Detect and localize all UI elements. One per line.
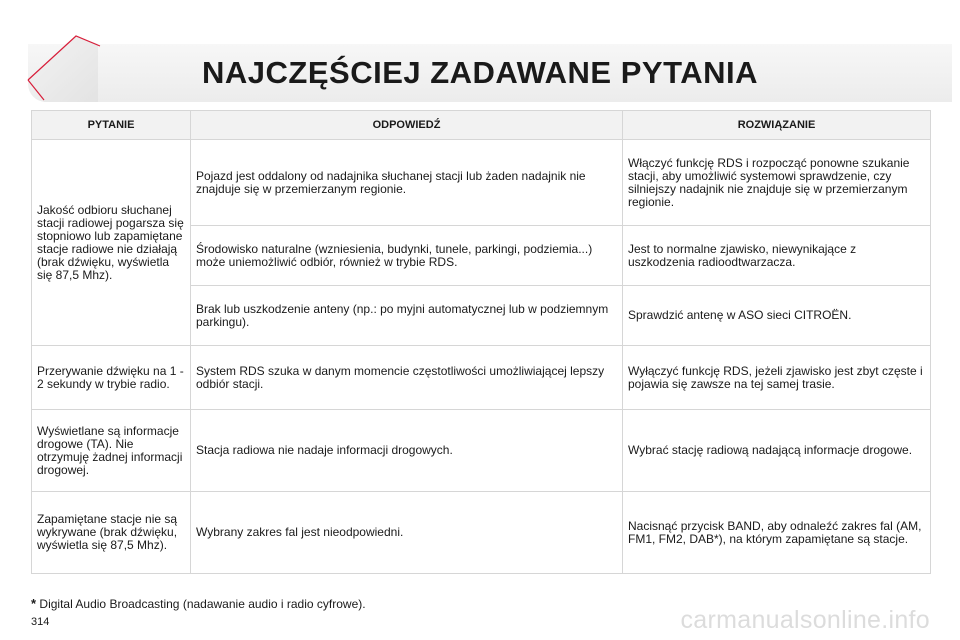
table-row — [32, 492, 931, 574]
page-number: 314 — [31, 616, 50, 628]
question-cell: Jakość odbioru słuchanej stacji radiowej pogarsza się stopniowo lub zapamiętane stacje radiowe nie działają (brak dźwięku, wyświetla się 87,5 Mhz). — [32, 140, 191, 346]
column-header-answer: ODPOWIEDŹ — [191, 111, 623, 140]
answer-cell: System RDS szuka w danym momencie częstotliwości umożliwiającej lepszy odbiór stacji. — [191, 346, 623, 410]
question-cell: Zapamiętane stacje nie są wykrywane (brak dźwięku, wyświetla się 87,5 Mhz). — [32, 492, 191, 574]
answer-cell: Wybrany zakres fal jest nieodpowiedni. — [191, 492, 623, 574]
footnote-text: Digital Audio Broadcasting (nadawanie audio i radio cyfrowe). — [36, 597, 366, 611]
watermark: carmanualsonline.info — [680, 606, 930, 634]
solution-cell: Sprawdzić antenę w ASO sieci CITROËN. — [623, 286, 931, 346]
footnote — [31, 596, 366, 611]
answer-cell: Pojazd jest oddalony od nadajnika słuchanej stacji lub żaden nadajnik nie znajduje się w przemierzanym regionie. — [191, 140, 623, 226]
answer-cell: Brak lub uszkodzenie anteny (np.: po myjni automatycznej lub w podziemnym parkingu). — [191, 286, 623, 346]
solution-cell: Włączyć funkcję RDS i rozpocząć ponowne szukanie stacji, aby umożliwić systemowi sprawdzenie, czy silniejszy nadajnik nie znajduje się w przemierzanym regionie. — [623, 140, 931, 226]
solution-cell: Wybrać stację radiową nadającą informacje drogowe. — [623, 410, 931, 492]
faq-table — [31, 110, 931, 574]
answer-cell: Stacja radiowa nie nadaje informacji drogowych. — [191, 410, 623, 492]
question-cell: Przerywanie dźwięku na 1 - 2 sekundy w trybie radio. — [32, 346, 191, 410]
table-row — [32, 410, 931, 492]
solution-cell: Wyłączyć funkcję RDS, jeżeli zjawisko jest zbyt częste i pojawia się zawsze na tej samej trasie. — [623, 346, 931, 410]
solution-cell: Jest to normalne zjawisko, niewynikające z uszkodzenia radioodtwarzacza. — [623, 226, 931, 286]
page-title: NAJCZĘŚCIEJ ZADAWANE PYTANIA — [202, 55, 758, 90]
solution-cell: Nacisnąć przycisk BAND, aby odnaleźć zakres fal (AM, FM1, FM2, DAB*), na którym zapamiętane są stacje. — [623, 492, 931, 574]
question-cell: Wyświetlane są informacje drogowe (TA). Nie otrzymuję żadnej informacji drogowej. — [32, 410, 191, 492]
table-row — [32, 346, 931, 410]
column-header-question: PYTANIE — [32, 111, 191, 140]
column-header-solution: ROZWIĄZANIE — [623, 111, 931, 140]
answer-cell: Środowisko naturalne (wzniesienia, budynki, tunele, parkingi, podziemia...) może uniemożliwić odbiór, również w trybie RDS. — [191, 226, 623, 286]
table-header-row — [32, 111, 931, 140]
table-row — [32, 140, 931, 226]
footnote-marker: * — [31, 596, 37, 611]
faq-table-container — [31, 110, 930, 574]
